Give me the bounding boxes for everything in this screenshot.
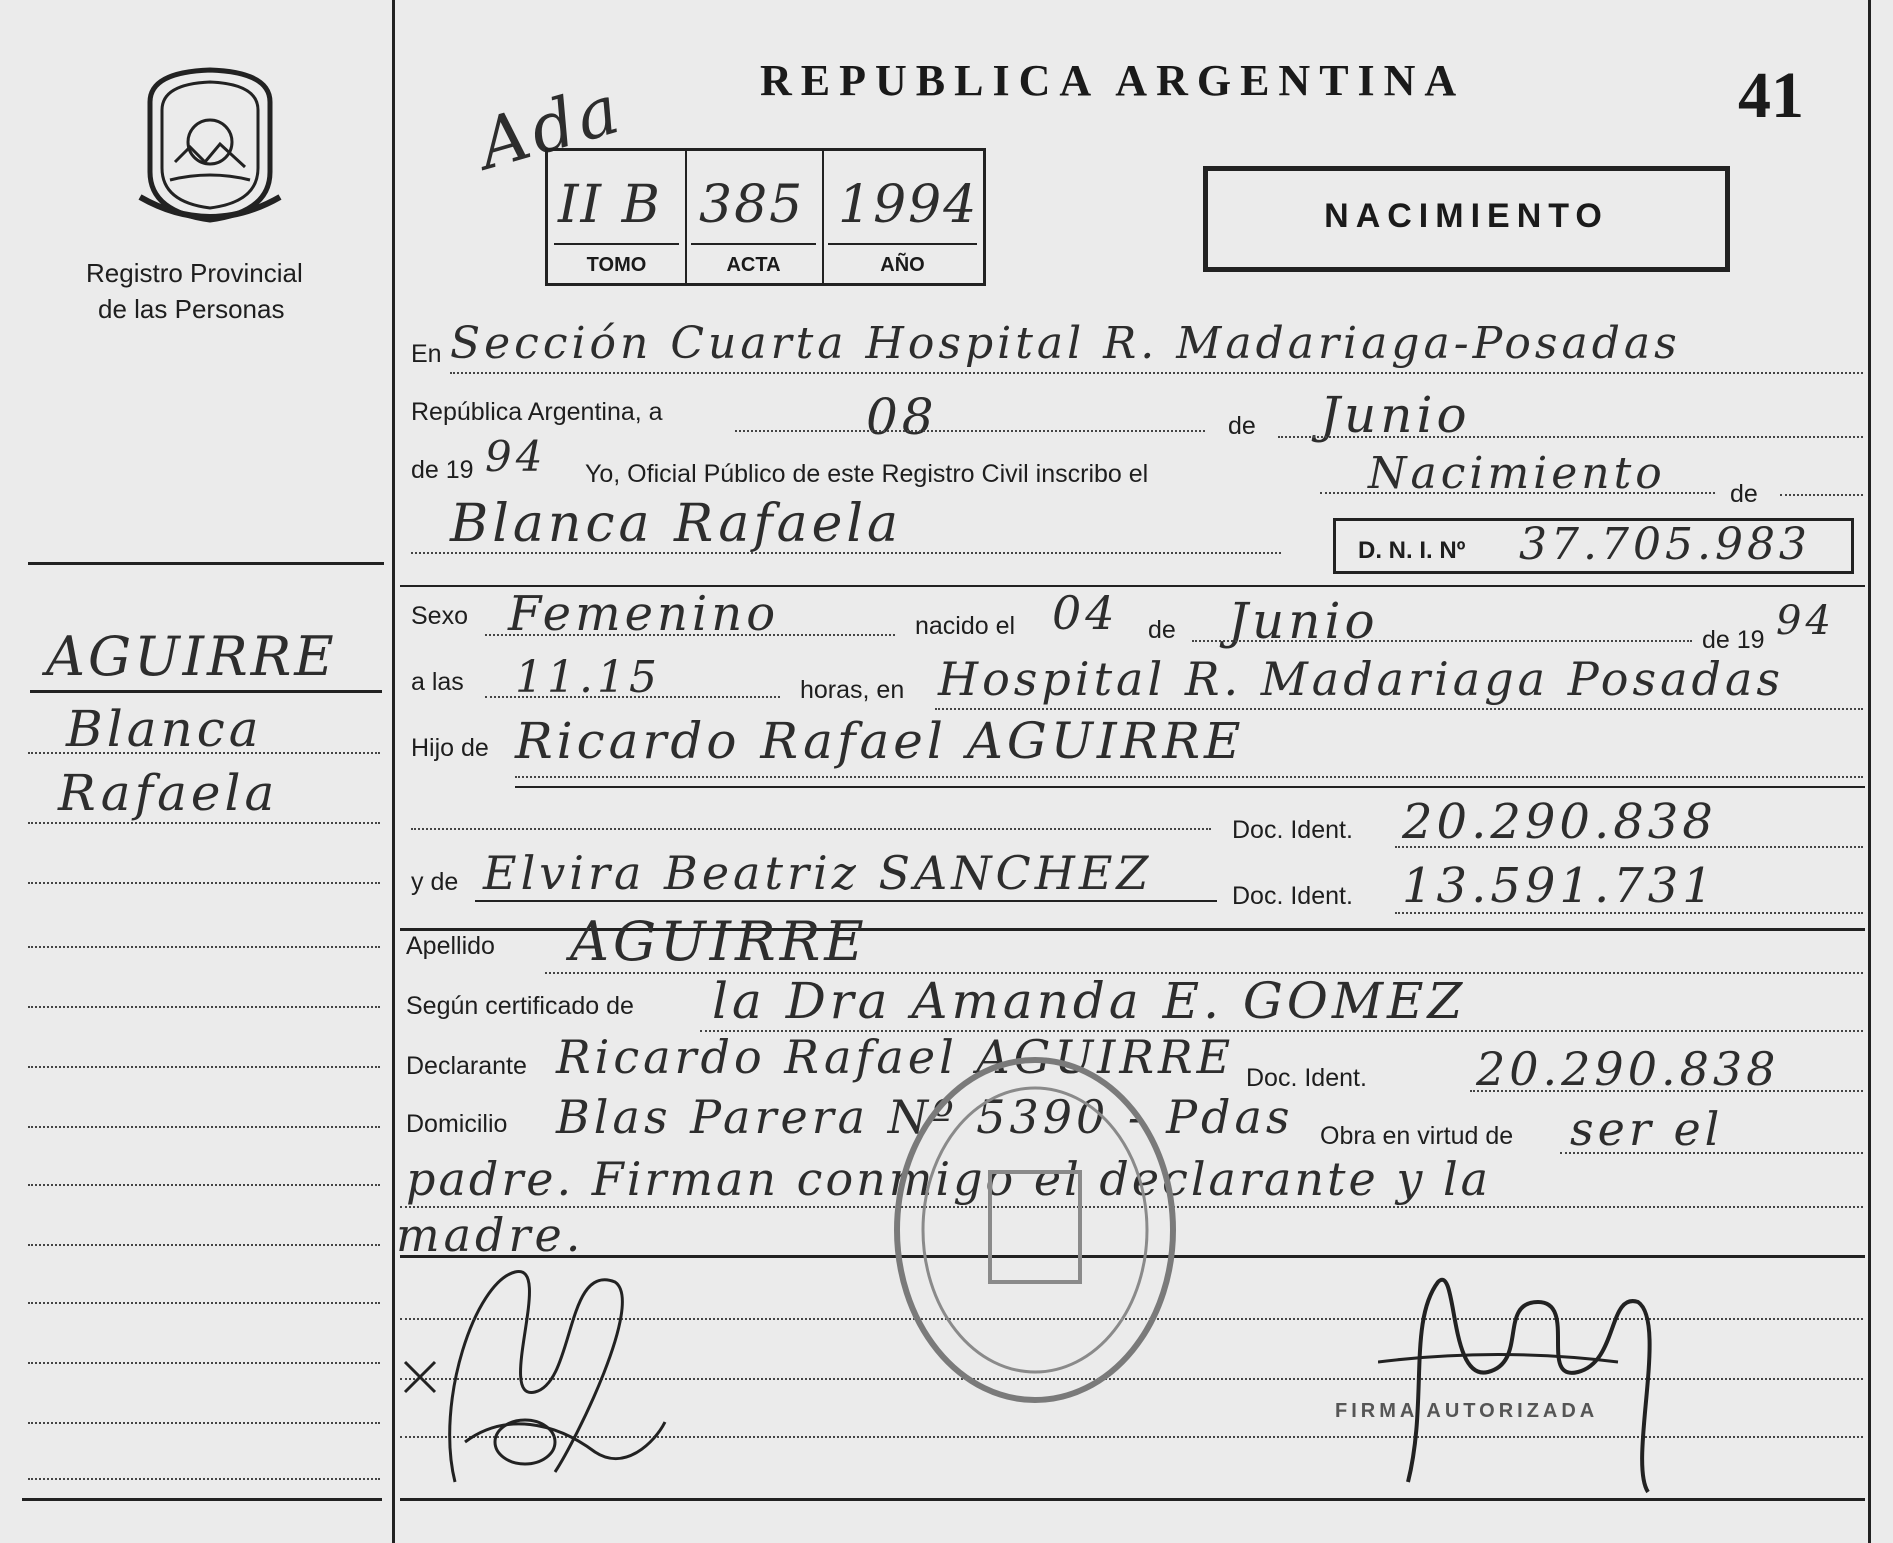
acta-label: ACTA — [726, 254, 781, 276]
officer-signature-icon — [1378, 1262, 1678, 1497]
field-mes: Junio — [1320, 386, 1471, 444]
authorized-signature-label: FIRMA AUTORIZADA — [1335, 1400, 1599, 1422]
left-divider — [28, 562, 384, 565]
record-type: NACIMIENTO — [1324, 197, 1609, 235]
declarant-signature-icon — [395, 1242, 695, 1497]
field-nombre: Blanca Rafaela — [450, 494, 902, 554]
tomo-cell — [548, 151, 687, 283]
label-declarante: Declarante — [406, 1052, 527, 1080]
field-obra-1: ser el — [1570, 1102, 1724, 1156]
registry-name-line2: de las Personas — [98, 294, 285, 324]
field-declarante-doc: 20.290.838 — [1476, 1042, 1780, 1096]
label-de-end: de — [1730, 480, 1758, 508]
field-nac-mes: Junio — [1228, 592, 1379, 650]
label-hijo: Hijo de — [411, 734, 489, 762]
field-madre-doc: 13.591.731 — [1402, 858, 1717, 914]
field-padre-doc: 20.290.838 — [1402, 794, 1717, 850]
acta-value: 385 — [699, 175, 805, 235]
field-padre: Ricardo Rafael AGUIRRE — [515, 712, 1245, 770]
tomo-label: TOMO — [586, 254, 647, 276]
field-hora: 11.15 — [515, 652, 661, 703]
field-nac-anio: 94 — [1776, 598, 1835, 644]
anio-value: 1994 — [838, 175, 979, 235]
field-certificado: la Dra Amanda E. GOMEZ — [712, 972, 1467, 1030]
field-nac-dia: 04 — [1052, 586, 1119, 640]
field-domicilio: Blas Parera Nº 5390 - Pdas — [556, 1090, 1294, 1144]
label-horas: horas, en — [800, 676, 905, 704]
anio-cell — [822, 151, 983, 283]
field-declarante: Ricardo Rafael AGUIRRE — [556, 1030, 1235, 1084]
tomo-value: II B — [558, 175, 662, 235]
field-apellido: AGUIRRE — [570, 910, 868, 973]
field-madre: Elvira Beatriz SANCHEZ — [483, 846, 1153, 900]
label-de-nac: de — [1148, 616, 1176, 644]
right-border — [1868, 0, 1871, 1543]
label-doc-padre: Doc. Ident. — [1232, 816, 1353, 844]
dni-box — [1333, 518, 1854, 574]
label-obra: Obra en virtud de — [1320, 1122, 1514, 1150]
field-seccion: Sección Cuarta Hospital R. Madariaga-Posadas — [450, 318, 1681, 369]
field-lugar: Hospital R. Madariaga Posadas — [938, 652, 1785, 706]
label-de19-nac: de 19 — [1702, 626, 1765, 654]
label-yo: Yo, Oficial Público de este Registro Civil inscribo el — [585, 460, 1149, 488]
field-obra-2: padre. Firman conmigo el declarante y la — [406, 1152, 1492, 1206]
label-dni: D. N. I. Nº — [1358, 537, 1466, 564]
label-apellido: Apellido — [406, 932, 495, 960]
field-anio: 94 — [485, 432, 547, 481]
label-y-de: y de — [411, 868, 459, 896]
label-sexo: Sexo — [411, 602, 468, 630]
registry-name-line1: Registro Provincial — [86, 258, 303, 288]
left-given-name-2: Rafaela — [58, 764, 279, 822]
official-stamp-icon — [890, 1052, 1180, 1407]
record-type-box — [1203, 166, 1730, 272]
label-en: En — [411, 340, 442, 368]
acta-cell — [685, 151, 824, 283]
left-surname: AGUIRRE — [46, 625, 337, 688]
label-de-mes: de — [1228, 412, 1256, 440]
label-segun: Según certificado de — [406, 992, 634, 1020]
field-dni: 37.705.983 — [1519, 519, 1811, 570]
label-doc-declarante: Doc. Ident. — [1246, 1064, 1367, 1092]
field-obra-3: madre. — [396, 1208, 585, 1262]
field-dia: 08 — [866, 388, 938, 446]
label-de19: de 19 — [411, 456, 474, 484]
label-a-las: a las — [411, 668, 464, 696]
left-surname-underline — [30, 690, 382, 693]
field-sexo: Femenino — [508, 586, 780, 642]
label-doc-madre: Doc. Ident. — [1232, 882, 1353, 910]
anio-label: AÑO — [880, 254, 925, 276]
left-column — [0, 0, 395, 1543]
country-title: REPUBLICA ARGENTINA — [760, 56, 1466, 105]
record-number-box — [545, 148, 986, 286]
left-given-name-1: Blanca — [66, 700, 263, 758]
margin-note: Ada — [469, 69, 632, 186]
label-republica: República Argentina, a — [411, 398, 663, 426]
misiones-seal-icon — [130, 62, 290, 227]
page-number: 41 — [1738, 59, 1804, 132]
label-nacido: nacido el — [915, 612, 1016, 640]
field-acto: Nacimiento — [1368, 448, 1666, 499]
label-domicilio: Domicilio — [406, 1110, 508, 1138]
